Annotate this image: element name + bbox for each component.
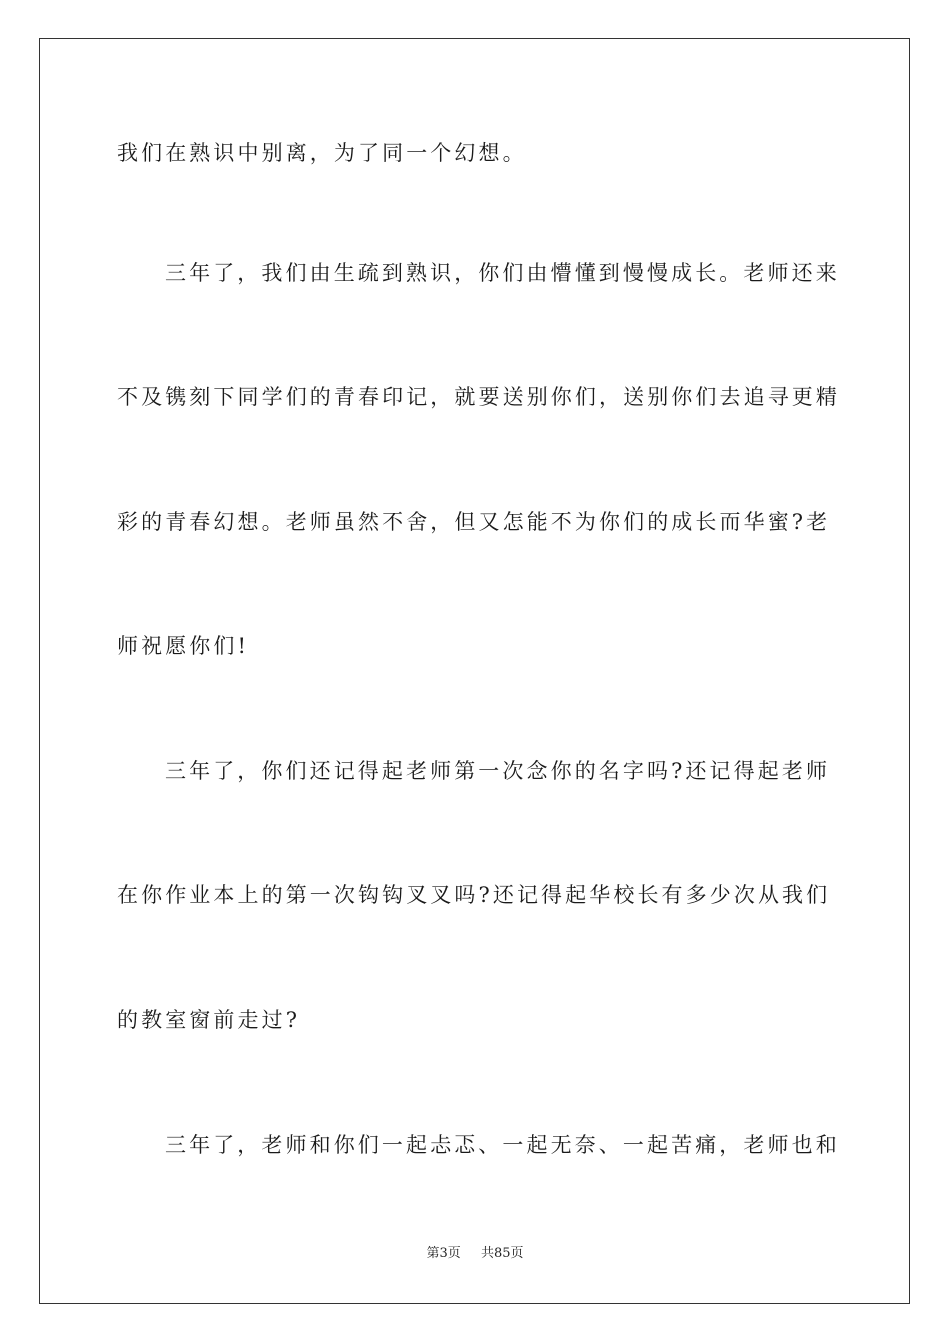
text-line-4: 彩的青春幻想。老师虽然不舍，但又怎能不为你们的成长而华蜜?老 xyxy=(117,510,831,534)
text-line-1: 我们在熟识中别离，为了同一个幻想。 xyxy=(117,141,527,165)
text-line-3: 不及镌刻下同学们的青春印记，就要送别你们，送别你们去追寻更精 xyxy=(117,385,840,409)
text-line-9: 三年了，老师和你们一起忐忑、一起无奈、一起苦痛，老师也和 xyxy=(165,1133,840,1157)
page-border xyxy=(39,38,910,1304)
text-line-8: 的教室窗前走过? xyxy=(117,1008,301,1032)
page-footer xyxy=(0,1245,950,1263)
page-number: 第3页 xyxy=(426,1246,461,1261)
text-line-7: 在你作业本上的第一次钩钩叉叉吗?还记得起华校长有多少次从我们 xyxy=(117,883,831,907)
total-pages: 共85页 xyxy=(480,1246,524,1261)
text-line-5: 师祝愿你们! xyxy=(117,634,250,658)
text-line-2: 三年了，我们由生疏到熟识，你们由懵懂到慢慢成长。老师还来 xyxy=(165,261,840,285)
text-line-6: 三年了，你们还记得起老师第一次念你的名字吗?还记得起老师 xyxy=(165,759,831,783)
